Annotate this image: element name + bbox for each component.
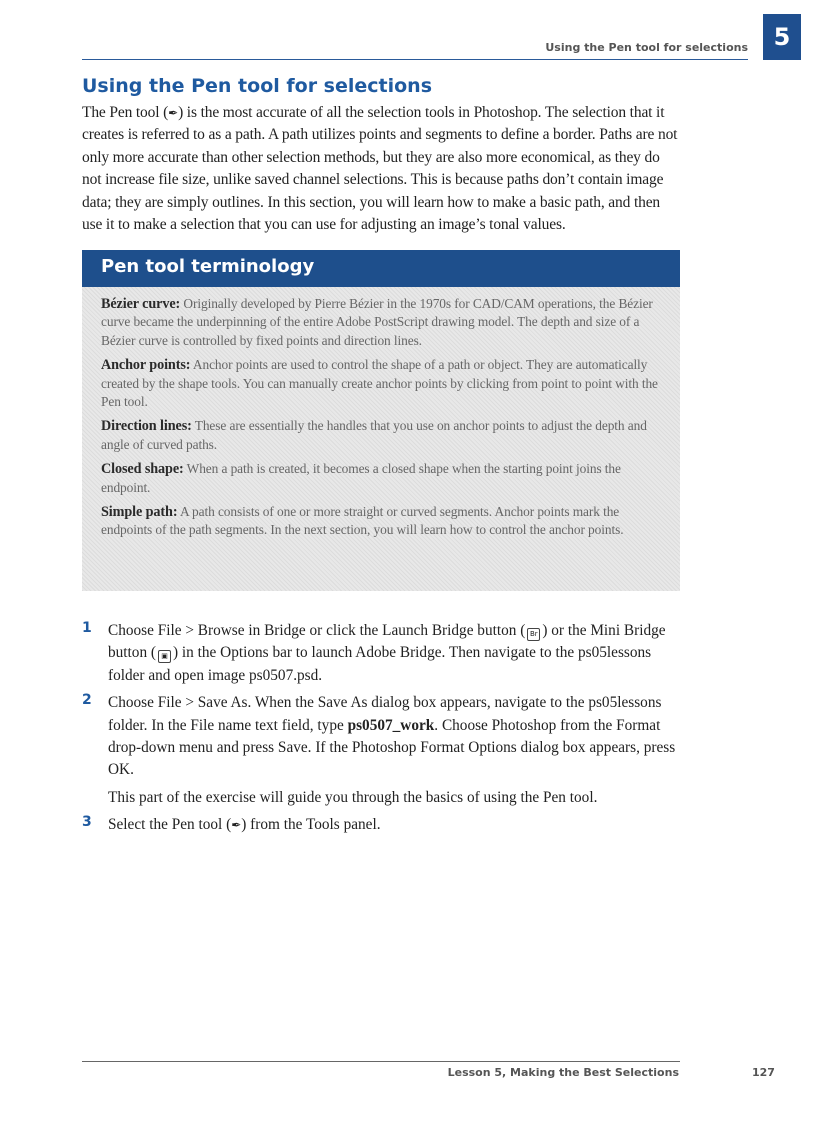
term-name: Anchor points: bbox=[101, 357, 191, 374]
pen-tool-icon: ✒ bbox=[168, 106, 179, 120]
running-header-title: Using the Pen tool for selections bbox=[545, 41, 748, 54]
term-definition: When a path is created, it becomes a closed shape when the starting point joins the endpoint. bbox=[101, 461, 621, 495]
step-text bbox=[108, 622, 666, 684]
intro-paragraph bbox=[82, 102, 680, 236]
chapter-number: 5 bbox=[773, 23, 791, 51]
term-simple-path bbox=[101, 503, 664, 540]
page-number: 127 bbox=[752, 1066, 775, 1079]
term-definition: A path consists of one or more straight or curved segments. Anchor points mark the endpoints of the path segments. In the next section, you will learn how to control the anchor points. bbox=[101, 504, 624, 538]
term-closed-shape bbox=[101, 460, 664, 497]
exercise-steps bbox=[82, 620, 682, 842]
step-number: 1 bbox=[82, 620, 92, 636]
term-direction-lines bbox=[101, 417, 664, 454]
step-number: 3 bbox=[82, 814, 92, 831]
sidebar-title: Pen tool terminology bbox=[101, 256, 315, 277]
sidebar-header bbox=[82, 250, 680, 287]
term-name: Closed shape: bbox=[101, 461, 184, 478]
launch-bridge-icon: Br bbox=[527, 628, 540, 641]
step-text bbox=[108, 816, 381, 833]
step-text bbox=[108, 694, 675, 778]
step-text-part: Choose File > Save As. When the Save As dialog box appears, navigate to the ps05lessons folder. In the File name text field, type bbox=[108, 694, 662, 734]
terminology-sidebar bbox=[82, 250, 680, 591]
section-title: Using the Pen tool for selections bbox=[82, 75, 433, 97]
mini-bridge-icon: ▣ bbox=[158, 650, 171, 663]
filename-text: ps0507_work bbox=[347, 716, 435, 734]
chapter-tab bbox=[763, 14, 801, 60]
running-header bbox=[82, 40, 748, 60]
step-text-part: ) from the Tools panel. bbox=[241, 816, 381, 834]
term-definition: Anchor points are used to control the shape of a path or object. They are automatically created by the shape tools. You can manually create anchor points by clicking from point to point with the Pen tool. bbox=[101, 357, 658, 410]
term-definition: Originally developed by Pierre Bézier in the 1970s for CAD/CAM operations, the Bézier curve became the underpinning of the entire Adobe PostScript drawing model. The depth and size of a Bézier curve is controlled by fixed points and direction lines. bbox=[101, 296, 653, 348]
step-3 bbox=[82, 814, 682, 836]
term-anchor-points bbox=[101, 356, 664, 411]
term-definition: These are essentially the handles that you use on anchor points to adjust the depth and angle of curved paths. bbox=[101, 418, 647, 452]
step-text-part: Choose File > Browse in Bridge or click the Launch Bridge button ( bbox=[108, 622, 526, 639]
sidebar-body bbox=[82, 287, 680, 540]
step-2 bbox=[82, 692, 682, 782]
term-name: Bézier curve: bbox=[101, 296, 181, 312]
footer-divider bbox=[82, 1061, 680, 1062]
step-text-part: ) or the Mini Bridge button ( bbox=[108, 622, 666, 662]
step-number: 2 bbox=[82, 692, 92, 709]
intro-text-start: The Pen tool ( bbox=[82, 104, 169, 121]
step-note: This part of the exercise will guide you through the basics of using the Pen tool. bbox=[108, 788, 598, 806]
footer-lesson-title: Lesson 5, Making the Best Selections bbox=[447, 1066, 679, 1079]
term-name: Direction lines: bbox=[101, 418, 192, 435]
intro-text-rest: ) is the most accurate of all the selection tools in Photoshop. The selection that it creates is referred to as a path. A path utilizes points and segments to define a border. Paths are not only more accurate than other selection methods, but they are also more economical, as they do not increase file size, unlike saved channel selections. This is because paths don’t contain image data; they are simply outlines. In this section, you will learn how to make a basic path, and then use it to make a selection that you can use for adjusting an image’s tonal values. bbox=[82, 104, 678, 234]
step-text-part: Select the Pen tool ( bbox=[108, 816, 232, 834]
step-1 bbox=[82, 620, 682, 687]
term-bezier-curve bbox=[101, 295, 664, 350]
pen-tool-icon: ✒ bbox=[231, 818, 242, 833]
term-name: Simple path: bbox=[101, 504, 178, 521]
step-text-part: . Choose Photoshop from the Format drop-down menu and press Save. If the Photoshop Format Options dialog box appears, press OK. bbox=[108, 716, 676, 779]
step-text-part: ) in the Options bar to launch Adobe Bridge. Then navigate to the ps05lessons folder and open image ps0507.psd. bbox=[108, 644, 652, 684]
